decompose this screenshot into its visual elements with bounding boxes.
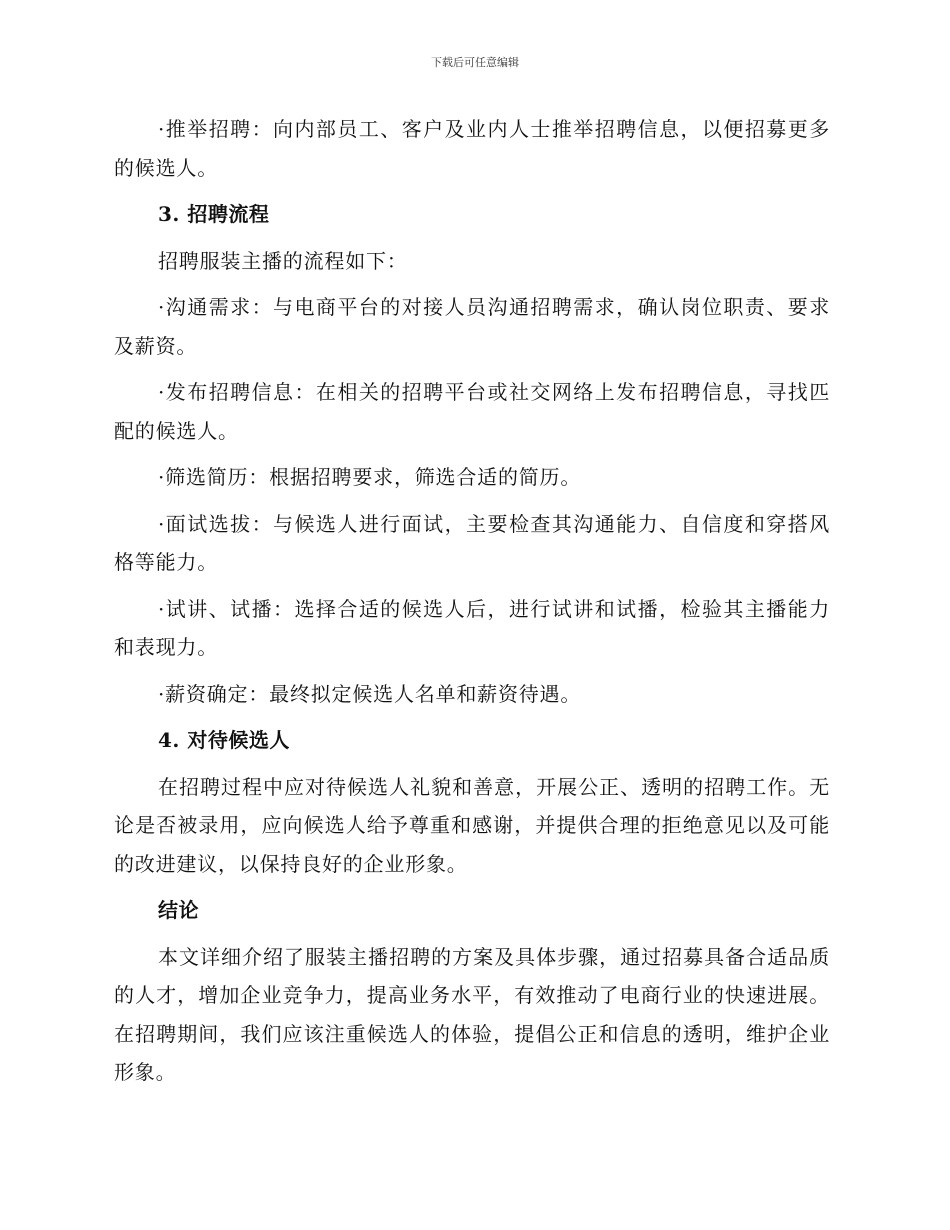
paragraph-interview: ·面试选拔：与候选人进行面试，主要检查其沟通能力、自信度和穿搭风格等能力。 (114, 511, 830, 574)
section-heading-conclusion: 结论 (158, 898, 199, 922)
section-heading-candidates: 4. 对待候选人 (158, 728, 290, 752)
page-header: 下载后可任意编辑 (431, 56, 519, 69)
paragraph-communicate-needs: ·沟通需求：与电商平台的对接人员沟通招聘需求，确认岗位职责、要求及薪资。 (114, 295, 830, 358)
paragraph-trial-broadcast: ·试讲、试播：选择合适的候选人后，进行试讲和试播，检验其主播能力和表现力。 (114, 596, 830, 659)
paragraph-process-intro: 招聘服装主播的流程如下： (158, 248, 408, 273)
section-heading-recruiting-process: 3. 招聘流程 (158, 202, 270, 226)
paragraph-treat-candidates: 在招聘过程中应对待候选人礼貌和善意，开展公正、透明的招聘工作。无论是否被录用，应向候选人给予尊重和感谢，并提供合理的拒绝意见以及可能的改进建议，以保持良好的企业形象。 (114, 774, 830, 876)
paragraph-screen-resumes: ·筛选简历：根据招聘要求，筛选合适的简历。 (158, 465, 582, 489)
paragraph-conclusion: 本文详细介绍了服装主播招聘的方案及具体步骤，通过招募具备合适品质的人才，增加企业竞争力，提高业务水平，有效推动了电商行业的快速进展。在招聘期间，我们应该注重候选人的体验，提倡公正和信息的透明，维护企业形象。 (114, 944, 830, 1084)
paragraph-referral-recruiting: ·推举招聘：向内部员工、客户及业内人士推举招聘信息，以便招募更多的候选人。 (114, 117, 830, 180)
paragraph-salary: ·薪资确定：最终拟定候选人名单和薪资待遇。 (158, 681, 582, 706)
document-body (114, 110, 830, 1100)
paragraph-publish-info: ·发布招聘信息：在相关的招聘平台或社交网络上发布招聘信息，寻找匹配的候选人。 (114, 380, 830, 443)
